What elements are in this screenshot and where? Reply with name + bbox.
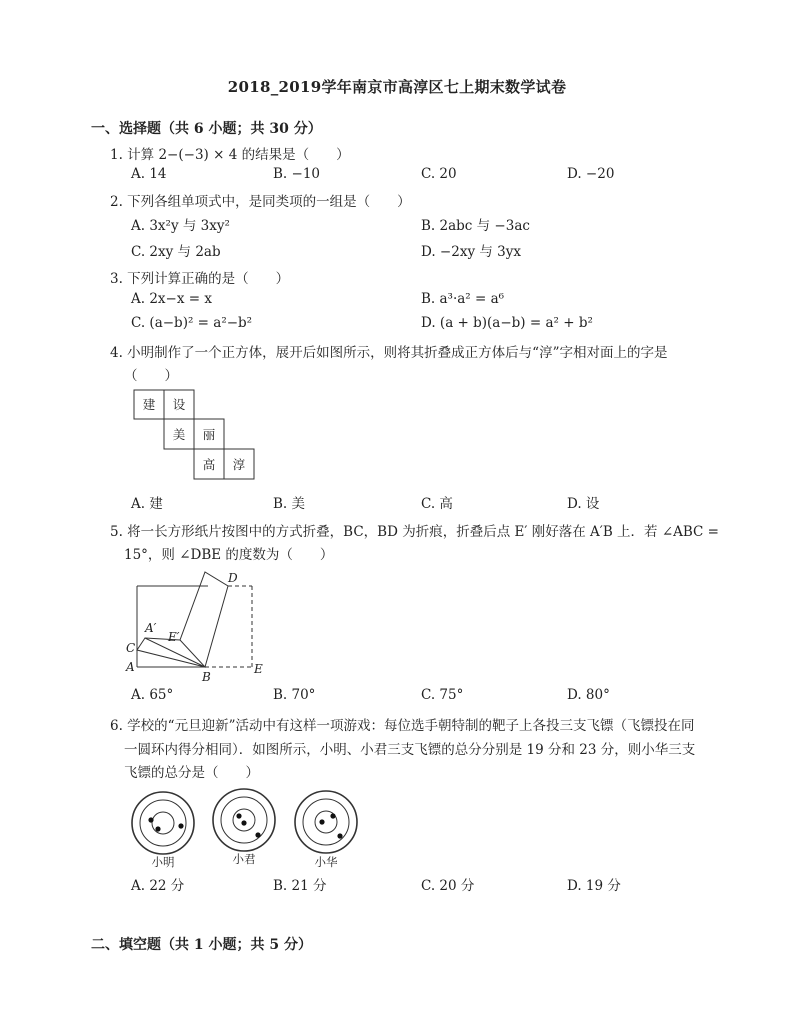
question-2-stem: 2. 下列各组单项式中，是同类项的一组是（ ） (110, 194, 411, 210)
q4-option-b[interactable]: B. 美 (273, 496, 306, 512)
q1-option-d[interactable]: D. −20 (567, 166, 615, 182)
target-label-xiaohua: 小华 (314, 855, 338, 869)
target-label-xiaojun: 小君 (232, 852, 256, 866)
question-6-stem: 6. 学校的“元旦迎新”活动中有这样一项游戏：每位选手朝特制的靶子上各投三支飞镖（飞镖投在同 (110, 718, 695, 734)
q3-option-a[interactable]: A. 2x−x = x (131, 291, 212, 307)
question-5-stem-cont: 15°，则 ∠DBE 的度数为（ ） (124, 547, 334, 563)
section-heading-choice: 一、选择题（共 6 小题；共 30 分） (91, 121, 322, 137)
q6-option-b[interactable]: B. 21 分 (273, 878, 327, 894)
question-1-stem: 1. 计算 2−(−3) × 4 的结果是（ ） (110, 147, 350, 163)
q3-option-c[interactable]: C. (a−b)² = a²−b² (131, 315, 253, 331)
q5-option-d[interactable]: D. 80° (567, 687, 610, 703)
label-a-prime: A′ (145, 621, 157, 635)
dart-dot (330, 813, 335, 818)
dart-dot (241, 820, 246, 825)
question-4-stem: 4. 小明制作了一个正方体，展开后如图所示，则将其折叠成正方体后与“淳”字相对面上的字是 (110, 345, 668, 361)
q2-option-b[interactable]: B. 2abc 与 −3ac (421, 218, 530, 234)
target-xiaohua (295, 791, 357, 853)
q4-option-c[interactable]: C. 高 (421, 496, 453, 512)
cube-net-char-1: 建 (142, 397, 156, 412)
dart-dot (236, 813, 241, 818)
q1-option-a[interactable]: A. 14 (131, 166, 167, 182)
target-label-xiaoming: 小明 (151, 855, 175, 869)
target-xiaoming (132, 792, 194, 854)
q3-option-d[interactable]: D. (a + b)(a−b) = a² + b² (421, 315, 593, 331)
label-e: E (254, 662, 263, 676)
label-d: D (228, 571, 238, 585)
target-xiaojun (213, 789, 275, 851)
cube-net-char-4: 丽 (202, 427, 216, 442)
label-a: A (126, 660, 135, 674)
q6-option-c[interactable]: C. 20 分 (421, 878, 475, 894)
question-6-stem-cont: 一圆环内得分相同）．如图所示，小明、小君三支飞镖的总分分别是 19 分和 23 分，则小华三支 (124, 742, 696, 758)
q3-option-b[interactable]: B. a³·a² = a⁶ (421, 291, 505, 307)
q1-option-c[interactable]: C. 20 (421, 166, 457, 182)
question-6-stem-cont2: 飞镖的总分是（ ） (124, 765, 259, 781)
label-b: B (202, 670, 211, 684)
q2-option-c[interactable]: C. 2xy 与 2ab (131, 244, 221, 260)
dart-dot (255, 832, 260, 837)
question-3-stem: 3. 下列计算正确的是（ ） (110, 271, 290, 287)
cube-net-char-6: 淳 (232, 457, 246, 472)
q6-option-d[interactable]: D. 19 分 (567, 878, 621, 894)
dart-dot (148, 817, 153, 822)
section-heading-fill: 二、填空题（共 1 小题；共 5 分） (91, 937, 312, 953)
q4-option-a[interactable]: A. 建 (131, 496, 163, 512)
label-e-prime: E′ (168, 630, 180, 644)
q5-option-a[interactable]: A. 65° (131, 687, 174, 703)
q5-option-c[interactable]: C. 75° (421, 687, 464, 703)
dart-dot (178, 823, 183, 828)
cube-net-char-5: 高 (202, 457, 216, 472)
page-title: 2018_2019学年南京市高淳区七上期末数学试卷 (227, 78, 567, 96)
label-c: C (126, 641, 136, 655)
question-4-stem-cont: （ ） (124, 368, 178, 384)
q2-option-d[interactable]: D. −2xy 与 3yx (421, 244, 521, 260)
dart-dot (155, 826, 160, 831)
q1-option-b[interactable]: B. −10 (273, 166, 320, 182)
q5-option-b[interactable]: B. 70° (273, 687, 316, 703)
q4-option-d[interactable]: D. 设 (567, 496, 600, 512)
dart-dot (319, 819, 324, 824)
cube-net-char-3: 美 (172, 427, 186, 442)
q6-option-a[interactable]: A. 22 分 (131, 878, 185, 894)
cube-net-char-2: 设 (172, 397, 186, 412)
q2-option-a[interactable]: A. 3x²y 与 3xy² (131, 218, 230, 234)
dart-dot (337, 833, 342, 838)
question-5-stem: 5. 将一长方形纸片按图中的方式折叠，BC，BD 为折痕，折叠后点 E′ 刚好落在 A′B 上．若 ∠ABC = (110, 524, 719, 540)
